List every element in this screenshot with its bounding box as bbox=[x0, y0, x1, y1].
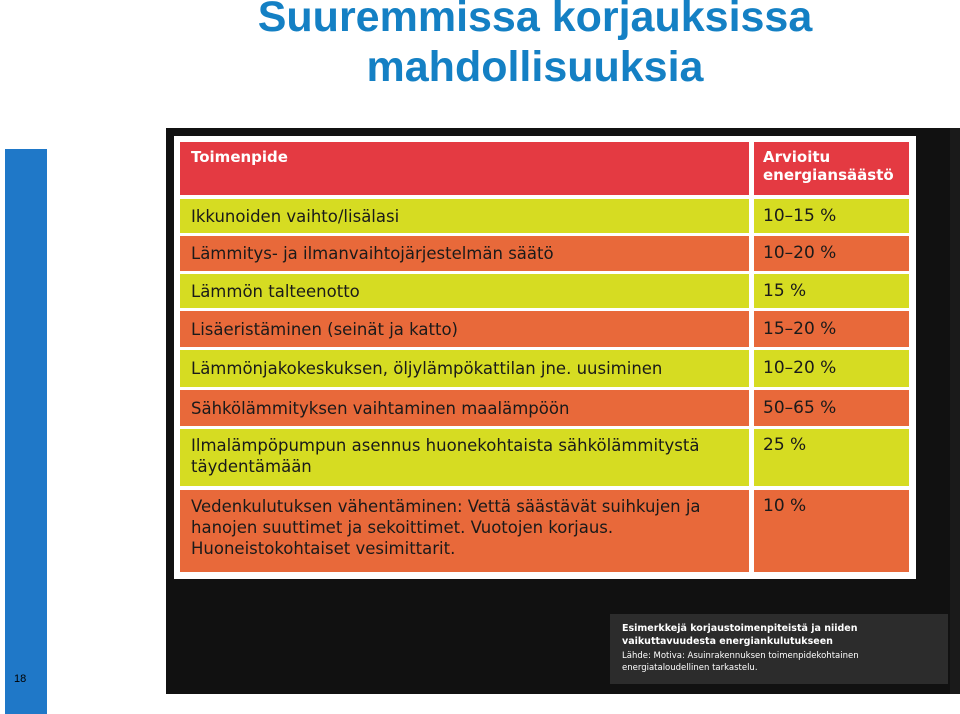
row-action: Lämmitys- ja ilmanvaihtojärjestelmän säätö bbox=[180, 236, 749, 271]
row-saving: 50–65 % bbox=[754, 390, 909, 426]
table-header-row bbox=[180, 142, 909, 195]
table-row bbox=[180, 236, 909, 271]
row-saving: 10–15 % bbox=[754, 199, 909, 233]
row-saving: 10–20 % bbox=[754, 350, 909, 387]
slide-title bbox=[0, 0, 960, 92]
row-action: Ilmalämpöpumpun asennus huonekohtaista sähkölämmitystä täydentämään bbox=[180, 429, 749, 486]
row-action: Sähkölämmityksen vaihtaminen maalämpöön bbox=[180, 390, 749, 426]
header-saving bbox=[754, 142, 909, 195]
table-row bbox=[180, 390, 909, 426]
row-saving: 15 % bbox=[754, 274, 909, 308]
row-action: Lämmönjakokeskuksen, öljylämpökattilan jne. uusiminen bbox=[180, 350, 749, 387]
table-row bbox=[180, 350, 909, 387]
table-row bbox=[180, 199, 909, 233]
header-action: Toimenpide bbox=[180, 142, 749, 195]
row-saving: 25 % bbox=[754, 429, 909, 486]
header-saving-line-2: energiansäästö bbox=[763, 166, 894, 184]
row-action: Lisäeristäminen (seinät ja katto) bbox=[180, 311, 749, 347]
table-row bbox=[180, 429, 909, 486]
caption-text: Esimerkkejä korjaustoimenpiteistä ja niiden vaikuttavuudesta energiankulutukseen bbox=[622, 623, 858, 647]
side-accent-bar bbox=[5, 149, 47, 714]
slide-title-line-1: Suuremmissa korjauksissa bbox=[257, 0, 813, 41]
row-saving: 10 % bbox=[754, 490, 909, 572]
figure-caption bbox=[610, 614, 948, 684]
image-panel-edge bbox=[950, 128, 960, 694]
table-row bbox=[180, 490, 909, 572]
row-action: Vedenkulutuksen vähentäminen: Vettä säästävät suihkujen ja hanojen suuttimet ja sekoittimet. Vuotojen korjaus. Huoneistokohtaiset vesimittarit. bbox=[180, 490, 749, 572]
header-saving-line-1: Arvioitu bbox=[763, 148, 831, 166]
caption-source: Lähde: Motiva: Asuinrakennuksen toimenpidekohtainen energiataloudellinen tarkastelu. bbox=[622, 651, 859, 673]
row-saving: 10–20 % bbox=[754, 236, 909, 271]
page-number: 18 bbox=[14, 673, 27, 685]
table-row bbox=[180, 311, 909, 347]
row-saving: 15–20 % bbox=[754, 311, 909, 347]
row-action: Lämmön talteenotto bbox=[180, 274, 749, 308]
slide-title-line-2: mahdollisuuksia bbox=[366, 43, 704, 91]
row-action: Ikkunoiden vaihto/lisälasi bbox=[180, 199, 749, 233]
table-row bbox=[180, 274, 909, 308]
